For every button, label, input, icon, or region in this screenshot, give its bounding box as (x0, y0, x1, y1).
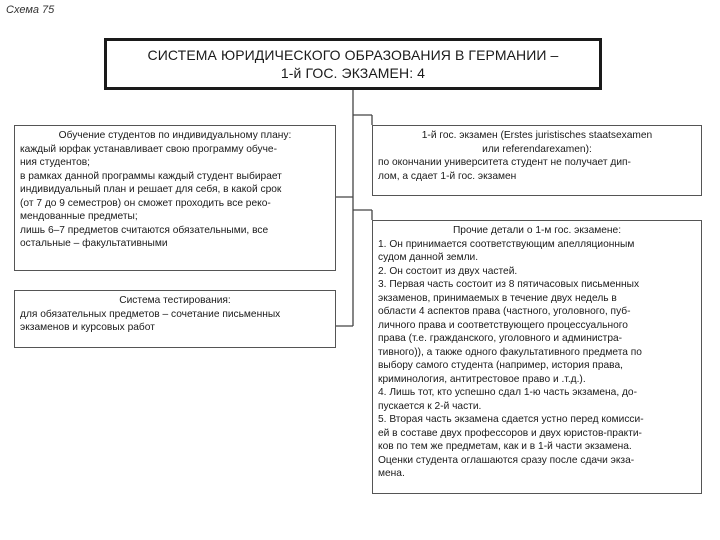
text-line: для обязательных предметов – сочетание письменных (20, 308, 281, 320)
text-line: выбору самого студента (например, история права, (378, 360, 623, 371)
text-line: лишь 6–7 предметов считаются обязательными, все (20, 224, 269, 236)
text-line: по окончании университета студент не получает дип- (378, 157, 631, 168)
text-line: пускается к 2-й части. (378, 400, 482, 412)
text-line: индивидуальный план и решает для себя, в какой срок (20, 184, 282, 195)
text-line: 4. Лишь тот, кто успешно сдал 1-ю часть экзамена, до- (378, 387, 637, 398)
exam-details-text (378, 238, 696, 481)
figure-caption: Схема 75 (6, 4, 55, 16)
first-state-exam-box (372, 125, 702, 196)
text-line: каждый юрфак устанавливает свою программу обуче- (20, 143, 277, 155)
text-line: судом данной земли. (378, 252, 479, 263)
individual-plan-text (20, 143, 330, 251)
title-line-2: 1-й ГОС. ЭКЗАМЕН: 4 (280, 65, 426, 81)
exam-details-box (372, 220, 702, 494)
title-line-1: СИСТЕМА ЮРИДИЧЕСКОГО ОБРАЗОВАНИЯ В ГЕРМАНИИ – (147, 47, 559, 63)
text-line: экзаменов, принимаемых в течение двух недель в (378, 292, 617, 304)
text-line: права (т.е. гражданского, уголовного и администра- (378, 333, 623, 344)
text-line: Оценки студента оглашаются сразу после сдачи экза- (378, 454, 635, 466)
text-line: лом, а сдает 1-й гос. экзамен (378, 170, 517, 182)
text-line: личного права и соответствующего процессуального (378, 319, 628, 331)
text-line: мендованные предметы; (20, 211, 138, 222)
text-line: экзаменов и курсовых работ (20, 322, 155, 333)
text-line: 1. Он принимается соответствующим апелляционным (378, 238, 635, 250)
text-line: тивного)), а также одного факультативного предмета по (378, 346, 642, 358)
text-line: остальные – факультативными (20, 238, 168, 249)
text-line: 5. Вторая часть экзамена сдается устно перед комисси- (378, 414, 644, 425)
heading-line: или referendarexamen): (482, 143, 592, 155)
testing-system-text (20, 308, 330, 335)
first-state-exam-heading (378, 129, 696, 156)
text-line: 2. Он состоит из двух частей. (378, 265, 518, 277)
text-line: (от 7 до 9 семестров) он сможет проходить все реко- (20, 197, 271, 209)
text-line: ей в составе двух профессоров и двух юристов-практи- (378, 427, 642, 439)
text-line: области 4 аспектов права (частного, уголовного, пуб- (378, 306, 631, 317)
diagram-title (104, 38, 602, 90)
text-line: ков по тем же предметам, как и в 1-й части экзамена. (378, 441, 632, 452)
heading-line: Прочие детали о 1-м гос. экзамене: (452, 225, 622, 236)
text-line: в рамках данной программы каждый студент выбирает (20, 170, 282, 182)
individual-plan-heading: Обучение студентов по индивидуальному плану: (58, 130, 292, 141)
text-line: ния студентов; (20, 157, 90, 168)
heading-line: 1-й гос. экзамен (Erstes juristisches staatsexamen (421, 130, 653, 141)
text-line: криминология, антитрестовое право и .т.д.). (378, 373, 586, 385)
first-state-exam-text (378, 156, 696, 183)
testing-system-heading: Система тестирования: (119, 295, 231, 306)
text-line: 3. Первая часть состоит из 8 пятичасовых письменных (378, 279, 640, 290)
individual-plan-box (14, 125, 336, 271)
text-line: мена. (378, 468, 405, 479)
testing-system-box (14, 290, 336, 348)
exam-details-heading (378, 224, 696, 238)
